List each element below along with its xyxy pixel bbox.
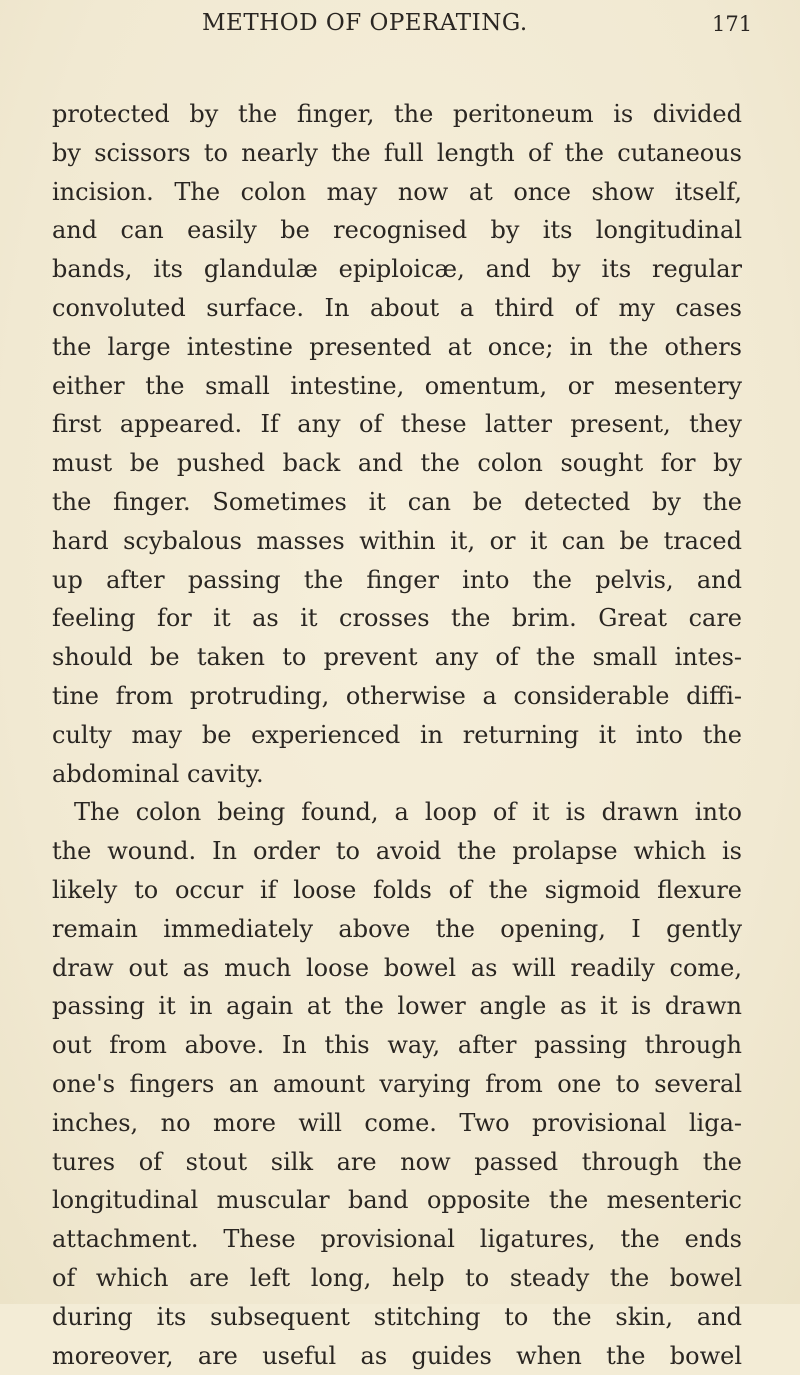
text-line: tures of stout silk are now passed through the bbox=[52, 1143, 742, 1182]
text-line: up after passing the finger into the pelvis, and bbox=[52, 561, 742, 600]
text-line: one's fingers an amount varying from one to several bbox=[52, 1065, 742, 1104]
text-line: of which are left long, help to steady the bowel bbox=[52, 1259, 742, 1298]
text-line: the wound. In order to avoid the prolapse which is bbox=[52, 832, 742, 871]
running-head bbox=[0, 6, 800, 46]
text-line: incision. The colon may now at once show itself, bbox=[52, 173, 742, 212]
text-line: abdominal cavity. bbox=[52, 755, 742, 794]
text-line: culty may be experienced in returning it into the bbox=[52, 716, 742, 755]
text-line: moreover, are useful as guides when the bowel bbox=[52, 1337, 742, 1375]
text-line: and can easily be recognised by its longitudinal bbox=[52, 211, 742, 250]
text-line: the large intestine presented at once; in the others bbox=[52, 328, 742, 367]
text-line: remain immediately above the opening, I gently bbox=[52, 910, 742, 949]
text-line: attachment. These provisional ligatures, the ends bbox=[52, 1220, 742, 1259]
text-line: The colon being found, a loop of it is drawn into bbox=[52, 793, 742, 832]
text-line: passing it in again at the lower angle as it is drawn bbox=[52, 987, 742, 1026]
text-line: inches, no more will come. Two provisional liga- bbox=[52, 1104, 742, 1143]
text-line: bands, its glandulæ epiploicæ, and by its regular bbox=[52, 250, 742, 289]
text-line: tine from protruding, otherwise a considerable diffi- bbox=[52, 677, 742, 716]
text-line: longitudinal muscular band opposite the mesenteric bbox=[52, 1181, 742, 1220]
text-line: first appeared. If any of these latter present, they bbox=[52, 405, 742, 444]
text-line: convoluted surface. In about a third of my cases bbox=[52, 289, 742, 328]
text-line: draw out as much loose bowel as will readily come, bbox=[52, 949, 742, 988]
text-line: should be taken to prevent any of the small intes- bbox=[52, 638, 742, 677]
page-number: 171 bbox=[712, 12, 752, 36]
text-line: must be pushed back and the colon sought for by bbox=[52, 444, 742, 483]
text-line: likely to occur if loose folds of the sigmoid flexure bbox=[52, 871, 742, 910]
text-line: either the small intestine, omentum, or mesentery bbox=[52, 367, 742, 406]
running-head-title: METHOD OF OPERATING. bbox=[202, 10, 528, 36]
text-line: by scissors to nearly the full length of the cutaneous bbox=[52, 134, 742, 173]
text-line: feeling for it as it crosses the brim. Great care bbox=[52, 599, 742, 638]
text-line: protected by the finger, the peritoneum is divided bbox=[52, 95, 742, 134]
body-text bbox=[52, 95, 742, 1375]
text-line: the finger. Sometimes it can be detected by the bbox=[52, 483, 742, 522]
text-line: out from above. In this way, after passing through bbox=[52, 1026, 742, 1065]
text-line: during its subsequent stitching to the skin, and bbox=[52, 1298, 742, 1337]
text-line: hard scybalous masses within it, or it can be traced bbox=[52, 522, 742, 561]
